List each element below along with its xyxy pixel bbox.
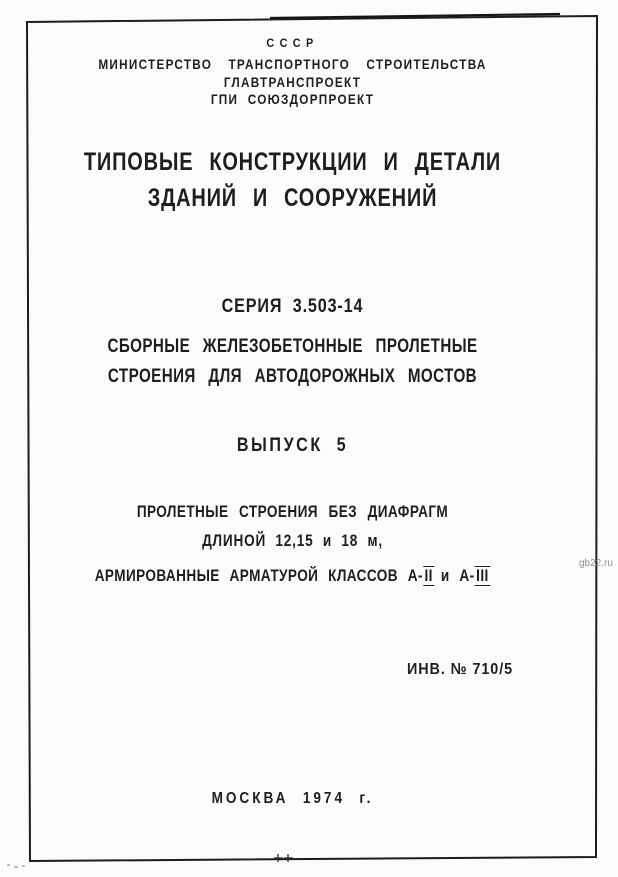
subject-line-1: ПРОЛЕТНЫЕ СТРОЕНИЯ БЕЗ ДИАФРАГМ xyxy=(136,502,449,521)
subject-line-3-mid: и А- xyxy=(440,566,475,585)
subject-line-3 xyxy=(59,566,527,586)
main-title-line-2: ЗДАНИЙ И СООРУЖЕНИЙ xyxy=(147,184,438,212)
scan-speck xyxy=(22,865,25,867)
scan-speck xyxy=(7,864,10,866)
inventory-number-line: ИНВ. № 710/5 xyxy=(406,661,514,678)
country-line: СССР xyxy=(266,36,319,50)
scan-speck xyxy=(14,866,18,868)
subject-line-2: ДЛИНОЙ 12,15 и 18 м, xyxy=(202,531,383,550)
main-title-line-1: ТИПОВЫЕ КОНСТРУКЦИИ И ДЕТАЛИ xyxy=(83,148,502,176)
subject-line-3-prefix: АРМИРОВАННЫЕ АРМАТУРОЙ КЛАССОВ А- xyxy=(94,566,423,585)
rebar-class-roman-3: III xyxy=(476,566,489,585)
bottom-border-tick-marks xyxy=(274,854,293,862)
institute-line: ГПИ СОЮЗДОРПРОЕКТ xyxy=(210,91,375,107)
ministry-line: МИНИСТЕРСТВО ТРАНСПОРТНОГО СТРОИТЕЛЬСТВА xyxy=(98,56,487,72)
issue-line: ВЫПУСК 5 xyxy=(236,435,349,456)
site-watermark: gb22.ru xyxy=(579,558,613,569)
rebar-class-roman-2: II xyxy=(424,566,433,585)
series-name-line-2: СТРОЕНИЯ ДЛЯ АВТОДОРОЖНЫХ МОСТОВ xyxy=(107,366,478,387)
series-number-line: СЕРИЯ 3.503-14 xyxy=(221,296,364,317)
imprint-city-year-line: МОСКВА 1974 г. xyxy=(211,790,374,807)
glavk-line: ГЛАВТРАНСПРОЕКТ xyxy=(223,74,362,90)
series-name-line-1: СБОРНЫЕ ЖЕЛЕЗОБЕТОННЫЕ ПРОЛЕТНЫЕ xyxy=(107,336,478,357)
